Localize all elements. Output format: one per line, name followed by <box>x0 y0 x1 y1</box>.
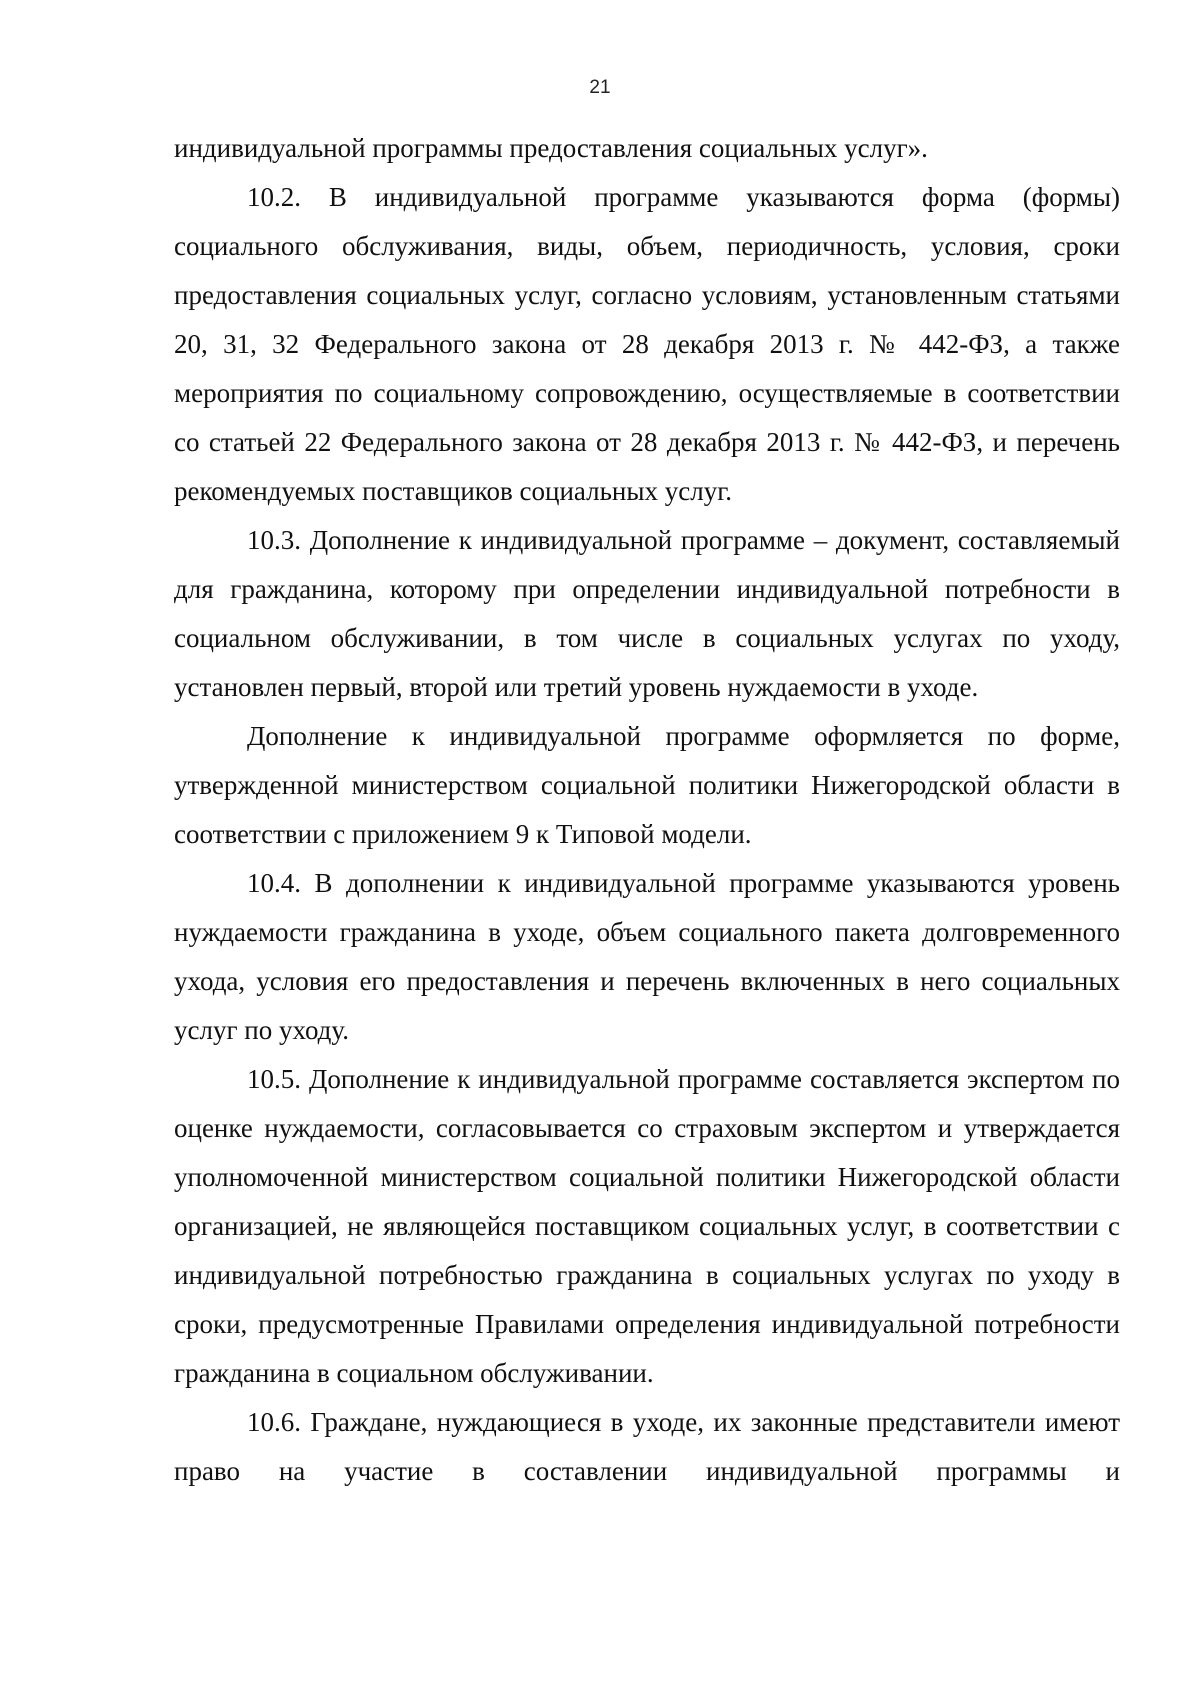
paragraph-10-4: 10.4. В дополнении к индивидуальной программе указываются уровень нуждаемости гражданина в уходе, объем социального пакета долговременного ухода, условия его предоставления и перечень включенных в него социальных услуг по уходу. <box>174 868 1120 1045</box>
paragraph-10-2: 10.2. В индивидуальной программе указываются форма (формы) социального обслуживания, виды, объем, периодичность, условия, сроки предоставления социальных услуг, согласно условиям, установленным статьями 20, 31, 32 Федерального закона от 28 декабря 2013 г. № 442-ФЗ, а также мероприятия по социальному сопровождению, осуществляемые в соответствии со статьей 22 Федерального закона от 28 декабря 2013 г. № 442-ФЗ, и перечень рекомендуемых поставщиков социальных услуг. <box>174 182 1120 506</box>
document-body <box>174 124 1120 1496</box>
paragraph-10-5: 10.5. Дополнение к индивидуальной программе составляется экспертом по оценке нуждаемости, согласовывается со страховым экспертом и утверждается уполномоченной министерством социальной политики Нижегородской области организацией, не являющейся поставщиком социальных услуг, в соответствии с индивидуальной потребностью гражданина в социальных услугах по уходу в сроки, предусмотренные Правилами определения индивидуальной потребности гражданина в социальном обслуживании. <box>174 1064 1120 1388</box>
page-number: 21 <box>589 77 611 98</box>
paragraph-10-3: 10.3. Дополнение к индивидуальной программе – документ, составляемый для гражданина, которому при определении индивидуальной потребности в социальном обслуживании, в том числе в социальных услугах по уходу, установлен первый, второй или третий уровень нуждаемости в уходе. <box>174 525 1120 702</box>
paragraph-10-3-form: Дополнение к индивидуальной программе оформляется по форме, утвержденной министерством социальной политики Нижегородской области в соответствии с приложением 9 к Типовой модели. <box>174 721 1120 849</box>
paragraph-10-6: 10.6. Граждане, нуждающиеся в уходе, их законные представители имеют право на участие в составлении индивидуальной программы и <box>174 1407 1120 1486</box>
paragraph-continuation: индивидуальной программы предоставления социальных услуг». <box>174 133 928 163</box>
